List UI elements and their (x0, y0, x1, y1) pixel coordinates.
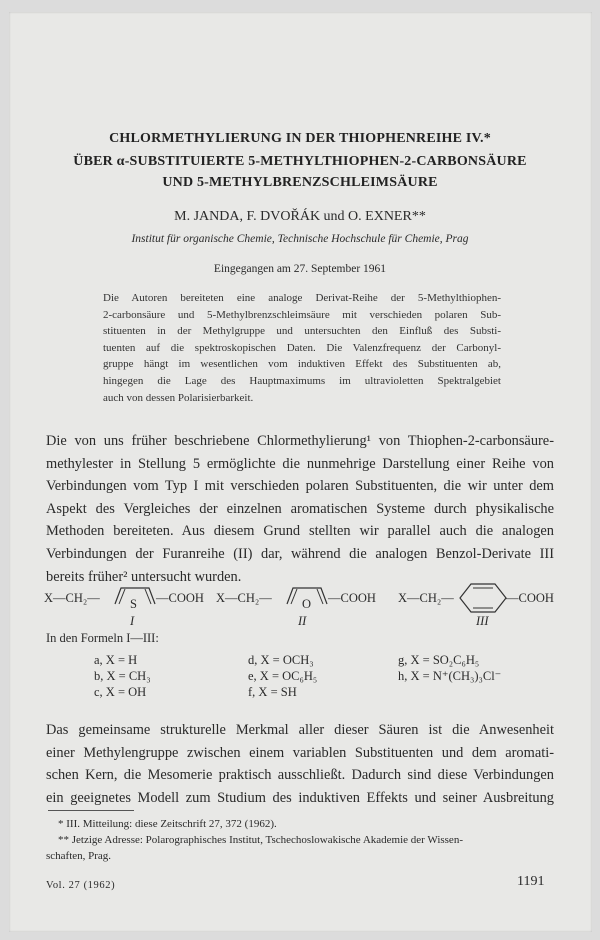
abstract-line: Die Autoren bereiteten eine analoge Derivat-Reihe der 5-Methylthiophen- (103, 292, 501, 304)
paragraph-2 (46, 719, 554, 809)
footnote-2: ** Jetzige Adresse: Polarographisches Institut, Tschechoslowakische Akademie der Wissen- (58, 834, 463, 846)
substituent-item: a, X = H (94, 653, 138, 667)
paragraph-line: Methoden bereiteten. Aus diesem Grund stellten wir parallel auch die analogen (46, 523, 554, 540)
substituents-column-2 (248, 652, 317, 700)
paragraph-line: Das gemeinsame strukturelle Merkmal aller dieser Säuren ist die Anwesenheit (46, 722, 554, 738)
paragraph-1 (46, 430, 554, 588)
page-number: 1191 (517, 874, 545, 889)
structure-III-right: —COOH (506, 591, 554, 605)
substituents-column-1 (94, 652, 151, 700)
structure-I-heteroatom: S (130, 597, 137, 611)
structure-II-right: —COOH (328, 591, 376, 605)
volume-info: Vol. 27 (1962) (46, 880, 116, 891)
paragraph-line: bereits früher² untersucht wurden. (46, 568, 242, 585)
substituents-column-3 (398, 652, 501, 684)
structure-II-left: X—CH₂— (216, 591, 272, 605)
article-title-line-1: CHLORMETHYLIERUNG IN DER THIOPHENREIHE IV.* (109, 131, 491, 146)
substituent-item: b, X = CH₃ (94, 669, 151, 683)
paragraph-line: einer Methylengruppe zwischen einem variablen Substituenten und dem aromati- (46, 744, 554, 761)
abstract-line: 2-carbonsäure und 5-Methylbrenzschleimsäure mit verschieden polaren Sub- (103, 308, 501, 321)
substituent-item: c, X = OH (94, 685, 147, 699)
article-title-line-2: ÜBER α-SUBSTITUIERTE 5-METHYLTHIOPHEN-2-CARBONSÄURE (73, 154, 527, 169)
abstract-line: tuenten auf die spektroskopischen Daten. Die Valenzfrequenz der Carbonyl- (103, 341, 501, 354)
abstract-line: stituenten in der Methylgruppe und untersuchten den Einfluß des Substi- (103, 325, 501, 338)
footnote-rule (48, 810, 134, 811)
abstract-line: gruppe hängt im wesentlichen vom induktiven Effekt des Substituenten ab, (103, 358, 501, 371)
structure-III-left: X—CH₂— (398, 591, 454, 605)
article-title-line-3: UND 5-METHYLBRENZSCHLEIMSÄURE (162, 175, 438, 190)
paragraph-line: Aspekt des Vergleiches der einzelnen aromatischen Systeme durch physikalische (46, 500, 554, 517)
paragraph-line: Die von uns früher beschriebene Chlormethylierung¹ von Thiophen-2-carbonsäure- (46, 433, 554, 449)
formula-intro: In den Formeln I—III: (46, 631, 159, 645)
substituent-item: h, X = N⁺(CH₃)₃Cl⁻ (398, 669, 502, 683)
institute: Institut für organische Chemie, Technische Hochschule für Chemie, Prag (131, 233, 469, 245)
footnote-1: * III. Mitteilung: diese Zeitschrift 27, 372 (1962). (58, 818, 277, 830)
benzene-ring-icon (454, 580, 512, 616)
structure-II-heteroatom: O (302, 597, 312, 611)
paragraph-line: Verbindungen vom Typ I mit verschieden polaren Substituenten, die wir unter dem (46, 478, 554, 495)
substituent-item: d, X = OCH₃ (248, 653, 314, 667)
structure-I-left: X—CH₂— (44, 591, 100, 605)
paragraph-line: ein geeignetes Modell zum Studium des induktiven Effekts und seiner Ausbreitung (46, 789, 554, 806)
footnotes (46, 816, 558, 864)
footnote-2-continued: schaften, Prag. (46, 850, 112, 862)
structure-I-right: —COOH (156, 591, 204, 605)
structure-III-label: III (476, 614, 489, 628)
paragraph-line: Verbindungen der Furanreihe (II) dar, während die analogen Benzol-Derivate III (46, 545, 554, 562)
substituent-item: e, X = OC₆H₅ (248, 669, 318, 683)
structure-I-label: I (130, 614, 135, 628)
substituent-item: f, X = SH (248, 685, 297, 699)
substituent-item: g, X = SO₂C₆H₅ (398, 653, 480, 667)
abstract-line: hingegen die Lage des Hauptmaximums im ultravioletten Spektralgebiet (103, 374, 501, 387)
structure-II-label: II (298, 614, 307, 628)
paragraph-line: methylester in Stellung 5 ermöglichte die nunmehrige Darstellung einer Reihe von (46, 455, 554, 472)
paragraph-line: schen Kern, die Mesomerie praktisch ausschließt. Dadurch sind diese Verbindungen (46, 767, 554, 784)
received-date: Eingegangen am 27. September 1961 (213, 263, 387, 275)
abstract (103, 290, 501, 406)
authors: M. JANDA, F. DVOŘÁK und O. EXNER** (174, 209, 426, 224)
abstract-line: auch von dessen Polarisierbarkeit. (103, 391, 254, 404)
